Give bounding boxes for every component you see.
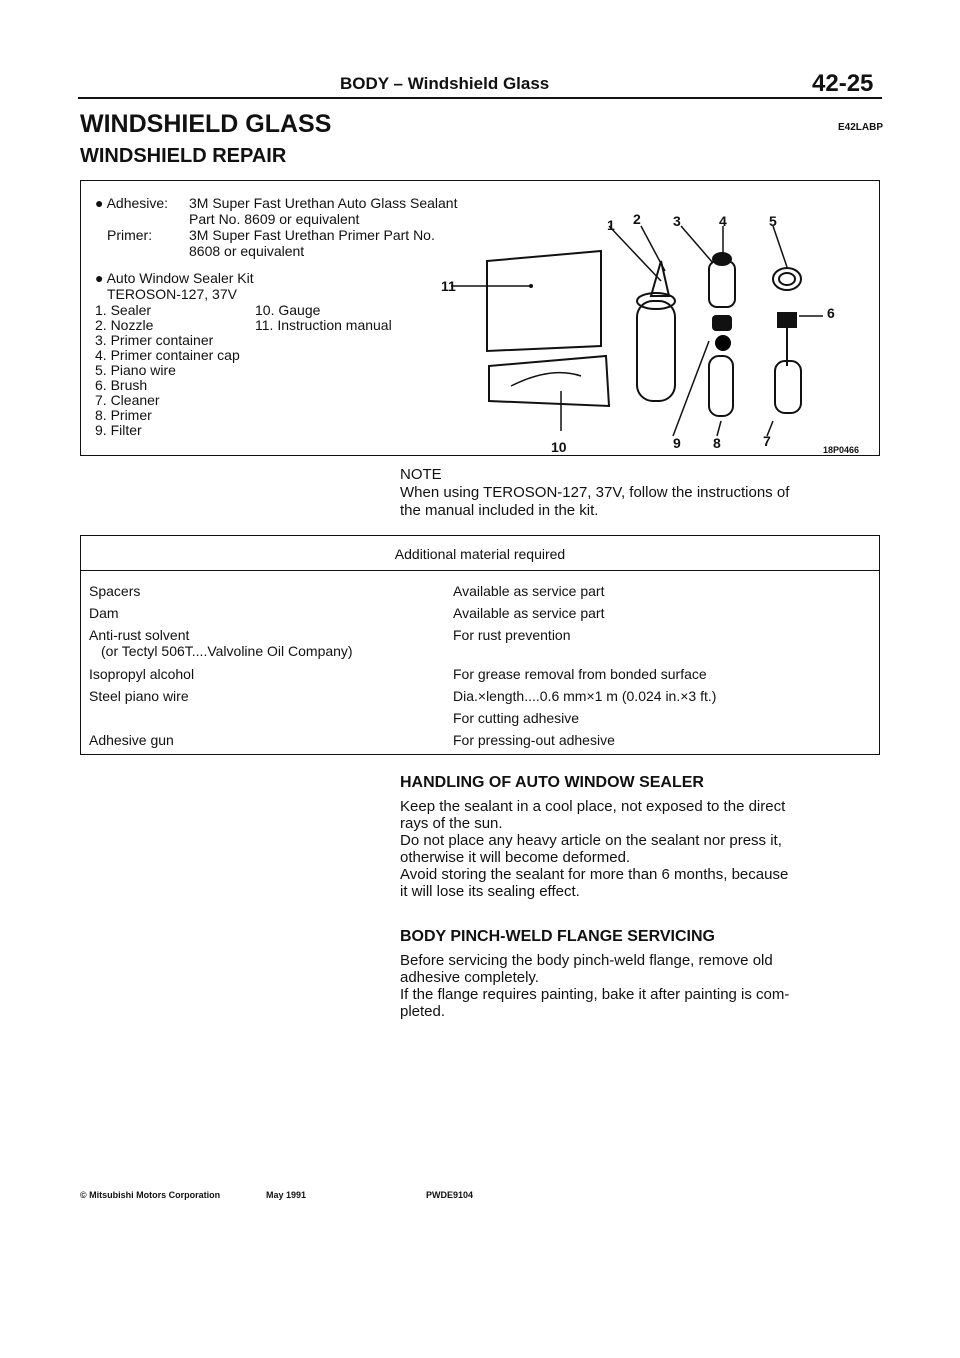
cleaner-drawing — [775, 361, 801, 413]
para-line: it will lose its sealing effect. — [400, 883, 580, 900]
part-item: 9. Filter — [95, 422, 142, 438]
material-use: Available as service part — [453, 583, 605, 599]
brush-drawing — [778, 313, 796, 327]
section-handling — [400, 774, 882, 900]
section-pinch-weld — [400, 928, 882, 1020]
part-item: 11. Instruction manual — [255, 317, 392, 333]
note-line-1: When using TEROSON-127, 37V, follow the instructions of — [400, 484, 790, 501]
table-row — [89, 605, 119, 621]
footer-date: May 1991 — [266, 1190, 307, 1200]
material-item: Dam — [89, 605, 119, 621]
adhesive-label: ● Adhesive: — [95, 195, 169, 211]
sealer-tube-drawing — [637, 301, 675, 401]
primer-bottle-drawing — [709, 356, 733, 416]
part-item: 3. Primer container — [95, 332, 214, 348]
instruction-manual-drawing — [487, 251, 601, 351]
nozzle-drawing — [651, 261, 669, 296]
material-item: Anti-rust solvent — [89, 627, 190, 643]
callout-8: 8 — [713, 435, 721, 451]
table-row — [89, 688, 189, 704]
material-use: For rust prevention — [453, 627, 571, 643]
page-title: WINDSHIELD GLASS — [80, 110, 332, 138]
part-item: 8. Primer — [95, 407, 152, 423]
parts-list-right — [255, 303, 392, 333]
callout-1: 1 — [607, 217, 615, 233]
para-line: If the flange requires painting, bake it after painting is com- — [400, 986, 790, 1003]
gauge-drawing — [489, 356, 609, 406]
primer-line-2: 8608 or equivalent — [189, 243, 305, 259]
callout-11: 11 — [441, 278, 456, 294]
adhesive-line-1: 3M Super Fast Urethan Auto Glass Sealant — [189, 195, 458, 211]
material-item: Spacers — [89, 583, 141, 599]
para-line: Before servicing the body pinch-weld flange, remove old — [400, 952, 773, 969]
materials-table-rule — [81, 570, 879, 571]
callout-3: 3 — [673, 213, 681, 229]
table-row — [89, 666, 194, 682]
page-subtitle: WINDSHIELD REPAIR — [80, 145, 287, 167]
adhesive-line-2: Part No. 8609 or equivalent — [189, 211, 360, 227]
table-row — [89, 732, 174, 748]
figure-id: 18P0466 — [823, 445, 860, 455]
cap-drawing — [713, 316, 731, 330]
para-line: Avoid storing the sealant for more than 6 months, because — [400, 866, 789, 883]
figure-box — [80, 180, 880, 456]
section-body — [400, 952, 882, 1020]
primer-line-1: 3M Super Fast Urethan Primer Part No. — [189, 227, 435, 243]
para-line: Do not place any heavy article on the sealant nor press it, — [400, 832, 782, 849]
material-item: Steel piano wire — [89, 688, 189, 704]
materials-table — [80, 535, 880, 755]
material-item: Adhesive gun — [89, 732, 174, 748]
note-line-2: the manual included in the kit. — [400, 502, 599, 519]
sealer-kit-illustration — [451, 191, 871, 441]
running-header: BODY – Windshield Glass — [340, 74, 550, 93]
callout-2: 2 — [633, 211, 641, 227]
para-line: Keep the sealant in a cool place, not exposed to the direct — [400, 798, 786, 815]
document-code: E42LABP — [838, 122, 884, 133]
callout-7: 7 — [763, 433, 771, 449]
parts-list-left — [95, 303, 240, 438]
callout-6: 6 — [827, 305, 835, 321]
note-block — [400, 466, 789, 520]
part-item: 10. Gauge — [255, 302, 321, 318]
table-row — [89, 583, 140, 599]
material-item: Isopropyl alcohol — [89, 666, 195, 682]
part-item: 6. Brush — [95, 377, 148, 393]
section-body — [400, 798, 882, 900]
para-line: adhesive completely. — [400, 969, 539, 986]
section-heading: BODY PINCH-WELD FLANGE SERVICING — [400, 928, 715, 945]
part-item: 7. Cleaner — [95, 392, 160, 408]
part-item: 5. Piano wire — [95, 362, 176, 378]
material-use — [453, 688, 716, 726]
callout-4: 4 — [719, 213, 727, 229]
kit-line-2: TEROSON-127, 37V — [107, 286, 237, 302]
material-use: Available as service part — [453, 605, 605, 621]
footer-pub-code: PWDE9104 — [426, 1190, 474, 1200]
header-rule — [78, 97, 882, 99]
callout-10: 10 — [551, 439, 567, 455]
page-number: 42-25 — [812, 70, 874, 97]
material-item-sub: (or Tectyl 506T....Valvoline Oil Company) — [101, 643, 353, 659]
callout-5: 5 — [769, 213, 777, 229]
para-line: pleted. — [400, 1003, 446, 1020]
primer-container-drawing — [709, 261, 735, 307]
callout-9: 9 — [673, 435, 681, 451]
footer-copyright: © Mitsubishi Motors Corporation — [80, 1190, 221, 1200]
piano-wire-drawing — [773, 268, 801, 290]
materials-table-title: Additional material required — [394, 546, 566, 562]
para-line: otherwise it will become deformed. — [400, 849, 631, 866]
section-heading: HANDLING OF AUTO WINDOW SEALER — [400, 774, 704, 791]
material-use-line: Dia.×length....0.6 mm×1 m (0.024 in.×3 ft.) — [453, 688, 717, 704]
material-use-line: For cutting adhesive — [453, 710, 580, 726]
primer-label: Primer: — [107, 227, 153, 243]
para-line: rays of the sun. — [400, 815, 503, 832]
material-use: For grease removal from bonded surface — [453, 666, 707, 682]
note-heading: NOTE — [400, 466, 442, 483]
kit-line-1: ● Auto Window Sealer Kit — [95, 270, 254, 286]
part-item: 1. Sealer — [95, 302, 152, 318]
table-row — [89, 627, 353, 659]
part-item: 2. Nozzle — [95, 317, 154, 333]
material-use: For pressing-out adhesive — [453, 732, 615, 748]
part-item: 4. Primer container cap — [95, 347, 240, 363]
